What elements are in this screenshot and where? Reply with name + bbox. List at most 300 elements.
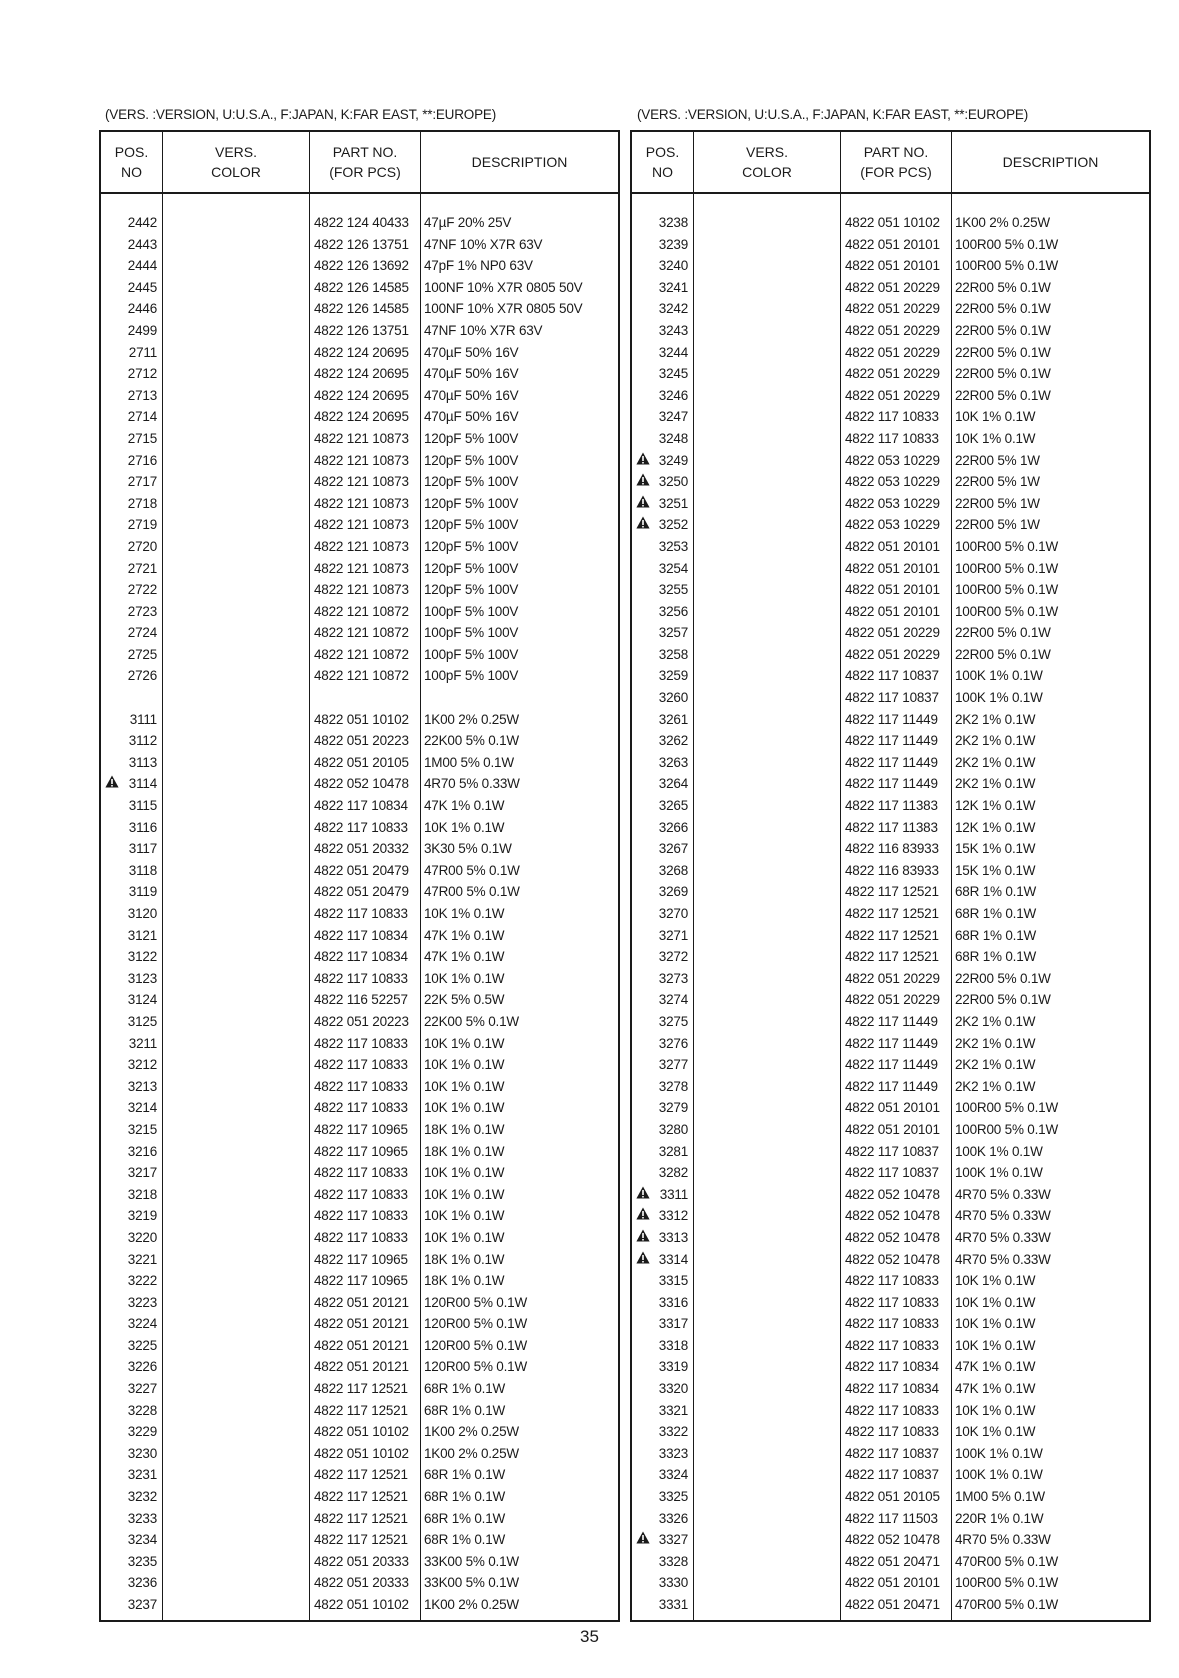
table-row bbox=[632, 558, 1149, 580]
parts-table-right bbox=[630, 130, 1151, 1622]
cell-part-no: 4822 051 20229 bbox=[845, 322, 940, 338]
cell-part-no: 4822 117 10833 bbox=[314, 970, 408, 986]
table-row bbox=[101, 1529, 618, 1551]
cell-pos-no: 2721 bbox=[127, 560, 157, 576]
table-row bbox=[632, 1205, 1149, 1227]
cell-pos-no: 2722 bbox=[127, 582, 157, 598]
cell-description: 10K 1% 0.1W bbox=[424, 819, 505, 835]
cell-pos-no: 3248 bbox=[658, 430, 688, 446]
cell-description: 470µF 50% 16V bbox=[424, 409, 519, 425]
cell-pos-no: 3311 bbox=[659, 1186, 688, 1202]
cell-description: 4R70 5% 0.33W bbox=[955, 1229, 1051, 1245]
table-row bbox=[101, 1119, 618, 1141]
cell-part-no: 4822 051 20121 bbox=[314, 1294, 409, 1310]
cell-description: 10K 1% 0.1W bbox=[424, 1035, 505, 1051]
cell-pos-no: 3246 bbox=[658, 387, 688, 403]
cell-pos-no: 3270 bbox=[658, 906, 688, 921]
cell-part-no: 4822 052 10478 bbox=[845, 1229, 940, 1245]
cell-part-no: 4822 051 10102 bbox=[314, 711, 409, 727]
cell-part-no: 4822 051 20229 bbox=[845, 279, 940, 295]
table-row bbox=[101, 234, 618, 256]
cell-part-no: 4822 124 20695 bbox=[314, 409, 409, 425]
header-desc-line: DESCRIPTION bbox=[471, 154, 568, 170]
table-row bbox=[101, 881, 618, 903]
cell-part-no: 4822 051 20479 bbox=[314, 862, 409, 878]
cell-description: 33K00 5% 0.1W bbox=[424, 1553, 519, 1569]
cell-description: 22R00 5% 1W bbox=[955, 495, 1040, 511]
cell-description: 15K 1% 0.1W bbox=[955, 841, 1036, 857]
cell-pos-no: 2714 bbox=[127, 409, 157, 425]
table-row bbox=[632, 946, 1149, 968]
table-row bbox=[632, 795, 1149, 817]
cell-part-no: 4822 053 10229 bbox=[845, 452, 940, 468]
cell-description: 22K00 5% 0.1W bbox=[424, 1013, 519, 1029]
cell-part-no: 4822 121 10873 bbox=[314, 474, 409, 490]
cell-part-no: 4822 052 10478 bbox=[845, 1251, 940, 1267]
cell-part-no: 4822 126 13751 bbox=[314, 322, 409, 338]
cell-part-no: 4822 117 11383 bbox=[845, 819, 938, 835]
cell-part-no: 4822 117 10965 bbox=[314, 1251, 408, 1267]
cell-pos-no: 3231 bbox=[127, 1467, 157, 1483]
cell-description: 470µF 50% 16V bbox=[424, 366, 519, 382]
cell-pos-no: 3223 bbox=[127, 1294, 157, 1310]
cell-pos-no: 3324 bbox=[658, 1467, 688, 1483]
cell-pos-no: 3257 bbox=[658, 625, 688, 641]
cell-part-no: 4822 117 10837 bbox=[845, 1467, 939, 1483]
cell-part-no: 4822 117 10833 bbox=[314, 1057, 408, 1073]
cell-pos-no: 3111 bbox=[129, 711, 157, 727]
table-row bbox=[101, 1097, 618, 1119]
table-row bbox=[101, 1162, 618, 1184]
cell-pos-no: 3214 bbox=[127, 1100, 157, 1116]
legend-left: (VERS. :VERSION, U:U.S.A., F:JAPAN, K:FAR EAST, **:EUROPE) bbox=[105, 107, 496, 122]
cell-description: 10K 1% 0.1W bbox=[955, 430, 1036, 446]
table-row bbox=[101, 1249, 618, 1271]
table-row bbox=[632, 1378, 1149, 1400]
table-row bbox=[632, 601, 1149, 623]
cell-part-no: 4822 117 10833 bbox=[314, 1078, 408, 1094]
cell-description: 22R00 5% 0.1W bbox=[955, 646, 1051, 662]
cell-description: 100R00 5% 0.1W bbox=[955, 236, 1059, 252]
cell-pos-no: 3252 bbox=[658, 517, 688, 533]
cell-pos-no: 3238 bbox=[658, 215, 688, 230]
header-part bbox=[841, 132, 951, 192]
table-row bbox=[101, 277, 618, 299]
table-row bbox=[632, 212, 1149, 234]
cell-description: 120pF 5% 100V bbox=[424, 474, 519, 490]
cell-description: 120R00 5% 0.1W bbox=[424, 1359, 528, 1375]
cell-description: 2K2 1% 0.1W bbox=[955, 1078, 1036, 1094]
table-row bbox=[632, 1551, 1149, 1573]
cell-part-no: 4822 121 10873 bbox=[314, 430, 409, 446]
cell-description: 47R00 5% 0.1W bbox=[424, 884, 520, 900]
cell-pos-no: 3237 bbox=[127, 1597, 157, 1612]
cell-description: 10K 1% 0.1W bbox=[955, 1337, 1036, 1353]
cell-part-no: 4822 117 10834 bbox=[314, 798, 408, 814]
header-vers-line: VERS. bbox=[214, 144, 257, 160]
cell-pos-no: 3261 bbox=[658, 711, 688, 727]
cell-pos-no: 2726 bbox=[127, 668, 157, 684]
table-row bbox=[632, 1594, 1149, 1616]
cell-part-no: 4822 126 13751 bbox=[314, 236, 409, 252]
cell-part-no: 4822 117 10833 bbox=[845, 1273, 939, 1289]
cell-description: 100pF 5% 100V bbox=[424, 646, 519, 662]
cell-description: 10K 1% 0.1W bbox=[955, 409, 1036, 425]
table-row bbox=[101, 1378, 618, 1400]
cell-pos-no: 3313 bbox=[658, 1229, 688, 1245]
cell-pos-no: 3327 bbox=[658, 1532, 688, 1548]
cell-part-no: 4822 117 12521 bbox=[314, 1532, 408, 1548]
cell-pos-no: 3227 bbox=[127, 1381, 157, 1397]
cell-pos-no: 3319 bbox=[658, 1359, 688, 1375]
cell-part-no: 4822 121 10872 bbox=[314, 603, 409, 619]
table-row bbox=[632, 363, 1149, 385]
cell-pos-no: 2445 bbox=[127, 279, 157, 295]
cell-pos-no: 3216 bbox=[127, 1143, 157, 1159]
table-row bbox=[632, 1141, 1149, 1163]
cell-description: 2K2 1% 0.1W bbox=[955, 754, 1036, 770]
cell-part-no: 4822 117 10837 bbox=[845, 668, 939, 684]
cell-pos-no: 3272 bbox=[658, 949, 688, 965]
cell-part-no: 4822 117 11449 bbox=[845, 1013, 938, 1029]
cell-pos-no: 2716 bbox=[127, 452, 157, 468]
cell-description: 100R00 5% 0.1W bbox=[955, 1100, 1059, 1116]
cell-pos-no: 3236 bbox=[127, 1575, 157, 1591]
cell-description: 10K 1% 0.1W bbox=[424, 970, 505, 986]
cell-pos-no: 3244 bbox=[658, 344, 688, 360]
cell-pos-no: 3251 bbox=[658, 495, 688, 511]
table-row bbox=[101, 558, 618, 580]
cell-part-no: 4822 051 20332 bbox=[314, 841, 409, 857]
table-row bbox=[101, 665, 618, 687]
cell-part-no: 4822 117 10837 bbox=[845, 1143, 939, 1159]
cell-part-no: 4822 121 10873 bbox=[314, 495, 409, 511]
table-row bbox=[632, 406, 1149, 428]
table-row bbox=[632, 471, 1149, 493]
header-desc bbox=[952, 132, 1149, 192]
cell-description: 12K 1% 0.1W bbox=[955, 819, 1036, 835]
cell-description: 68R 1% 0.1W bbox=[955, 927, 1037, 943]
table-row bbox=[101, 1141, 618, 1163]
cell-description: 10K 1% 0.1W bbox=[955, 1294, 1036, 1310]
cell-part-no: 4822 116 52257 bbox=[314, 992, 408, 1008]
table-row bbox=[101, 1313, 618, 1335]
cell-description: 18K 1% 0.1W bbox=[424, 1121, 505, 1137]
cell-part-no: 4822 121 10872 bbox=[314, 646, 409, 662]
cell-description: 22K 5% 0.5W bbox=[424, 992, 505, 1008]
cell-pos-no: 3116 bbox=[128, 819, 157, 835]
header-part-line: PART NO. bbox=[863, 144, 929, 160]
cell-part-no: 4822 051 20101 bbox=[845, 258, 940, 274]
cell-pos-no: 3253 bbox=[658, 538, 688, 554]
cell-part-no: 4822 116 83933 bbox=[845, 841, 939, 857]
table-row bbox=[101, 1011, 618, 1033]
cell-description: 68R 1% 0.1W bbox=[955, 949, 1037, 965]
cell-description: 47K 1% 0.1W bbox=[955, 1359, 1036, 1375]
cell-description: 47R00 5% 0.1W bbox=[424, 862, 520, 878]
cell-description: 68R 1% 0.1W bbox=[955, 884, 1037, 900]
cell-description: 10K 1% 0.1W bbox=[424, 1165, 505, 1181]
cell-description: 1K00 2% 0.25W bbox=[424, 711, 519, 727]
table-row bbox=[101, 1421, 618, 1443]
cell-part-no: 4822 117 12521 bbox=[845, 906, 939, 921]
table-row bbox=[101, 752, 618, 774]
cell-part-no: 4822 126 14585 bbox=[314, 279, 409, 295]
header-part-line: (FOR PCS) bbox=[860, 164, 932, 180]
cell-part-no: 4822 117 12521 bbox=[314, 1489, 408, 1505]
cell-description: 120pF 5% 100V bbox=[424, 538, 519, 554]
header-pos-line: POS. bbox=[114, 144, 149, 160]
cell-part-no: 4822 051 20229 bbox=[845, 301, 940, 317]
cell-part-no: 4822 117 10834 bbox=[845, 1381, 939, 1397]
table-row bbox=[632, 1097, 1149, 1119]
cell-description: 120pF 5% 100V bbox=[424, 560, 519, 576]
cell-description: 120R00 5% 0.1W bbox=[424, 1294, 528, 1310]
cell-pos-no: 2442 bbox=[127, 215, 157, 230]
cell-description: 120pF 5% 100V bbox=[424, 430, 519, 446]
cell-pos-no: 2446 bbox=[127, 301, 157, 317]
cell-pos-no: 3260 bbox=[658, 690, 688, 706]
cell-description: 47K 1% 0.1W bbox=[424, 927, 505, 943]
cell-description: 1K00 2% 0.25W bbox=[424, 1597, 519, 1612]
cell-part-no: 4822 121 10873 bbox=[314, 560, 409, 576]
cell-pos-no: 3322 bbox=[658, 1424, 688, 1440]
cell-part-no: 4822 117 10833 bbox=[314, 1208, 408, 1224]
cell-pos-no: 3316 bbox=[658, 1294, 688, 1310]
cell-description: 4R70 5% 0.33W bbox=[955, 1186, 1051, 1202]
cell-description: 3K30 5% 0.1W bbox=[424, 841, 512, 857]
cell-description: 120pF 5% 100V bbox=[424, 517, 519, 533]
table-row bbox=[101, 1184, 618, 1206]
cell-description: 100K 1% 0.1W bbox=[955, 1143, 1043, 1159]
cell-description: 10K 1% 0.1W bbox=[955, 1424, 1036, 1440]
cell-part-no: 4822 117 11449 bbox=[845, 711, 938, 727]
cell-part-no: 4822 051 20101 bbox=[845, 603, 940, 619]
cell-pos-no: 3312 bbox=[658, 1208, 688, 1224]
table-row bbox=[101, 903, 618, 925]
table-row bbox=[101, 1292, 618, 1314]
cell-part-no: 4822 051 20105 bbox=[314, 754, 409, 770]
cell-pos-no: 3233 bbox=[127, 1510, 157, 1526]
cell-description: 1K00 2% 0.25W bbox=[955, 215, 1050, 230]
cell-description: 2K2 1% 0.1W bbox=[955, 1013, 1036, 1029]
table-row bbox=[101, 709, 618, 731]
cell-part-no: 4822 051 20101 bbox=[845, 582, 940, 598]
table-header bbox=[632, 132, 1149, 194]
cell-part-no: 4822 051 20101 bbox=[845, 236, 940, 252]
cell-description: 4R70 5% 0.33W bbox=[955, 1251, 1051, 1267]
table-row bbox=[101, 1486, 618, 1508]
cell-pos-no: 3221 bbox=[127, 1251, 157, 1267]
cell-pos-no: 3225 bbox=[127, 1337, 157, 1353]
cell-part-no: 4822 117 10833 bbox=[845, 409, 939, 425]
cell-description: 100R00 5% 0.1W bbox=[955, 1121, 1059, 1137]
cell-pos-no: 3228 bbox=[127, 1402, 157, 1418]
table-row bbox=[632, 1033, 1149, 1055]
table-row bbox=[632, 320, 1149, 342]
cell-pos-no: 2713 bbox=[127, 387, 157, 403]
cell-description: 470R00 5% 0.1W bbox=[955, 1597, 1059, 1612]
parts-table-left bbox=[99, 130, 620, 1622]
cell-description: 2K2 1% 0.1W bbox=[955, 1057, 1036, 1073]
table-row bbox=[632, 1421, 1149, 1443]
cell-pos-no: 3229 bbox=[127, 1424, 157, 1440]
table-row bbox=[632, 1184, 1149, 1206]
cell-part-no: 4822 121 10873 bbox=[314, 538, 409, 554]
cell-description: 100K 1% 0.1W bbox=[955, 1165, 1043, 1181]
cell-part-no: 4822 124 20695 bbox=[314, 344, 409, 360]
table-header bbox=[101, 132, 618, 194]
cell-description: 120R00 5% 0.1W bbox=[424, 1337, 528, 1353]
cell-description: 2K2 1% 0.1W bbox=[955, 733, 1036, 749]
cell-pos-no: 3112 bbox=[128, 733, 157, 749]
cell-pos-no: 2717 bbox=[127, 474, 157, 490]
table-row bbox=[632, 968, 1149, 990]
cell-part-no: 4822 117 10833 bbox=[845, 1316, 939, 1332]
cell-description: 22R00 5% 1W bbox=[955, 452, 1040, 468]
header-part bbox=[310, 132, 420, 192]
cell-part-no: 4822 117 10833 bbox=[845, 430, 939, 446]
cell-pos-no: 3124 bbox=[127, 992, 157, 1008]
table-row bbox=[101, 363, 618, 385]
cell-pos-no: 3280 bbox=[658, 1121, 688, 1137]
cell-pos-no: 3211 bbox=[128, 1035, 157, 1051]
table-row bbox=[101, 968, 618, 990]
header-vers bbox=[163, 132, 309, 192]
cell-description: 47NF 10% X7R 63V bbox=[424, 322, 543, 338]
cell-description: 68R 1% 0.1W bbox=[424, 1489, 506, 1505]
table-body bbox=[101, 212, 618, 1616]
cell-description: 68R 1% 0.1W bbox=[955, 906, 1037, 921]
cell-part-no: 4822 121 10872 bbox=[314, 668, 409, 684]
cell-description: 68R 1% 0.1W bbox=[424, 1467, 506, 1483]
table-row bbox=[632, 1054, 1149, 1076]
cell-pos-no: 2719 bbox=[127, 517, 157, 533]
cell-part-no: 4822 124 20695 bbox=[314, 366, 409, 382]
cell-description: 47µF 20% 25V bbox=[424, 215, 512, 230]
cell-pos-no: 3232 bbox=[127, 1489, 157, 1505]
table-row bbox=[101, 406, 618, 428]
cell-part-no: 4822 051 20229 bbox=[845, 970, 940, 986]
cell-description: 100R00 5% 0.1W bbox=[955, 603, 1059, 619]
table-row bbox=[101, 622, 618, 644]
table-row bbox=[101, 1508, 618, 1530]
cell-part-no: 4822 117 12521 bbox=[845, 884, 939, 900]
header-pos-line: POS. bbox=[645, 144, 680, 160]
table-row bbox=[632, 1356, 1149, 1378]
cell-pos-no: 3212 bbox=[127, 1057, 157, 1073]
cell-description: 68R 1% 0.1W bbox=[424, 1532, 506, 1548]
table-row bbox=[101, 320, 618, 342]
cell-part-no: 4822 117 12521 bbox=[314, 1402, 408, 1418]
cell-description: 2K2 1% 0.1W bbox=[955, 711, 1036, 727]
table-row bbox=[632, 622, 1149, 644]
table-row bbox=[632, 860, 1149, 882]
table-row bbox=[101, 795, 618, 817]
cell-pos-no: 3265 bbox=[658, 798, 688, 814]
table-row bbox=[101, 1356, 618, 1378]
table-row bbox=[632, 1400, 1149, 1422]
cell-pos-no: 2725 bbox=[127, 646, 157, 662]
table-row bbox=[101, 536, 618, 558]
header-pos-line: NO bbox=[121, 164, 142, 180]
cell-description: 22R00 5% 0.1W bbox=[955, 992, 1051, 1008]
cell-part-no: 4822 051 10102 bbox=[314, 1424, 409, 1440]
cell-pos-no: 3254 bbox=[658, 560, 688, 576]
cell-pos-no: 3243 bbox=[658, 322, 688, 338]
cell-part-no: 4822 051 20101 bbox=[845, 1121, 940, 1137]
cell-description: 33K00 5% 0.1W bbox=[424, 1575, 519, 1591]
cell-pos-no: 3249 bbox=[658, 452, 688, 468]
cell-pos-no: 3274 bbox=[658, 992, 688, 1008]
header-vers-line: COLOR bbox=[211, 164, 261, 180]
page-number: 35 bbox=[580, 1627, 599, 1646]
cell-description: 22R00 5% 0.1W bbox=[955, 322, 1051, 338]
cell-part-no: 4822 117 10965 bbox=[314, 1143, 408, 1159]
cell-description: 2K2 1% 0.1W bbox=[955, 1035, 1036, 1051]
table-row bbox=[101, 946, 618, 968]
cell-pos-no: 3250 bbox=[658, 474, 688, 490]
cell-pos-no: 3267 bbox=[658, 841, 688, 857]
table-row bbox=[101, 1054, 618, 1076]
cell-pos-no: 3331 bbox=[658, 1597, 688, 1612]
table-row bbox=[101, 212, 618, 234]
cell-part-no: 4822 117 10837 bbox=[845, 1165, 939, 1181]
table-row bbox=[101, 471, 618, 493]
cell-part-no: 4822 051 20471 bbox=[845, 1553, 940, 1569]
cell-part-no: 4822 053 10229 bbox=[845, 474, 940, 490]
cell-part-no: 4822 124 40433 bbox=[314, 215, 409, 230]
cell-part-no: 4822 051 20223 bbox=[314, 733, 409, 749]
cell-description: 100K 1% 0.1W bbox=[955, 668, 1043, 684]
cell-part-no: 4822 051 20121 bbox=[314, 1337, 409, 1353]
cell-description: 100pF 5% 100V bbox=[424, 625, 519, 641]
cell-part-no: 4822 121 10873 bbox=[314, 582, 409, 598]
cell-description: 12K 1% 0.1W bbox=[955, 798, 1036, 814]
cell-description: 100K 1% 0.1W bbox=[955, 690, 1043, 706]
cell-description: 10K 1% 0.1W bbox=[424, 1186, 505, 1202]
table-row bbox=[632, 1076, 1149, 1098]
cell-part-no: 4822 117 12521 bbox=[845, 949, 939, 965]
cell-part-no: 4822 117 12521 bbox=[314, 1510, 408, 1526]
cell-pos-no: 3218 bbox=[127, 1186, 157, 1202]
table-row bbox=[101, 989, 618, 1011]
table-body bbox=[632, 212, 1149, 1616]
cell-description: 100NF 10% X7R 0805 50V bbox=[424, 301, 583, 317]
cell-part-no: 4822 051 10102 bbox=[314, 1445, 409, 1461]
cell-part-no: 4822 117 11449 bbox=[845, 776, 938, 792]
table-row bbox=[101, 860, 618, 882]
table-row bbox=[101, 687, 618, 709]
cell-pos-no: 3222 bbox=[127, 1273, 157, 1289]
header-part-line: PART NO. bbox=[332, 144, 398, 160]
cell-part-no: 4822 051 20101 bbox=[845, 1100, 940, 1116]
table-row bbox=[101, 601, 618, 623]
table-row bbox=[101, 1335, 618, 1357]
cell-pos-no: 3321 bbox=[658, 1402, 688, 1418]
cell-pos-no: 3326 bbox=[658, 1510, 688, 1526]
cell-part-no: 4822 051 20229 bbox=[845, 992, 940, 1008]
cell-part-no: 4822 051 20101 bbox=[845, 1575, 940, 1591]
cell-description: 100R00 5% 0.1W bbox=[955, 560, 1059, 576]
cell-part-no: 4822 053 10229 bbox=[845, 495, 940, 511]
table-row bbox=[632, 881, 1149, 903]
cell-description: 22R00 5% 0.1W bbox=[955, 625, 1051, 641]
cell-part-no: 4822 053 10229 bbox=[845, 517, 940, 533]
cell-pos-no: 3119 bbox=[128, 884, 157, 900]
table-row bbox=[101, 838, 618, 860]
legend-right: (VERS. :VERSION, U:U.S.A., F:JAPAN, K:FAR EAST, **:EUROPE) bbox=[637, 107, 1028, 122]
